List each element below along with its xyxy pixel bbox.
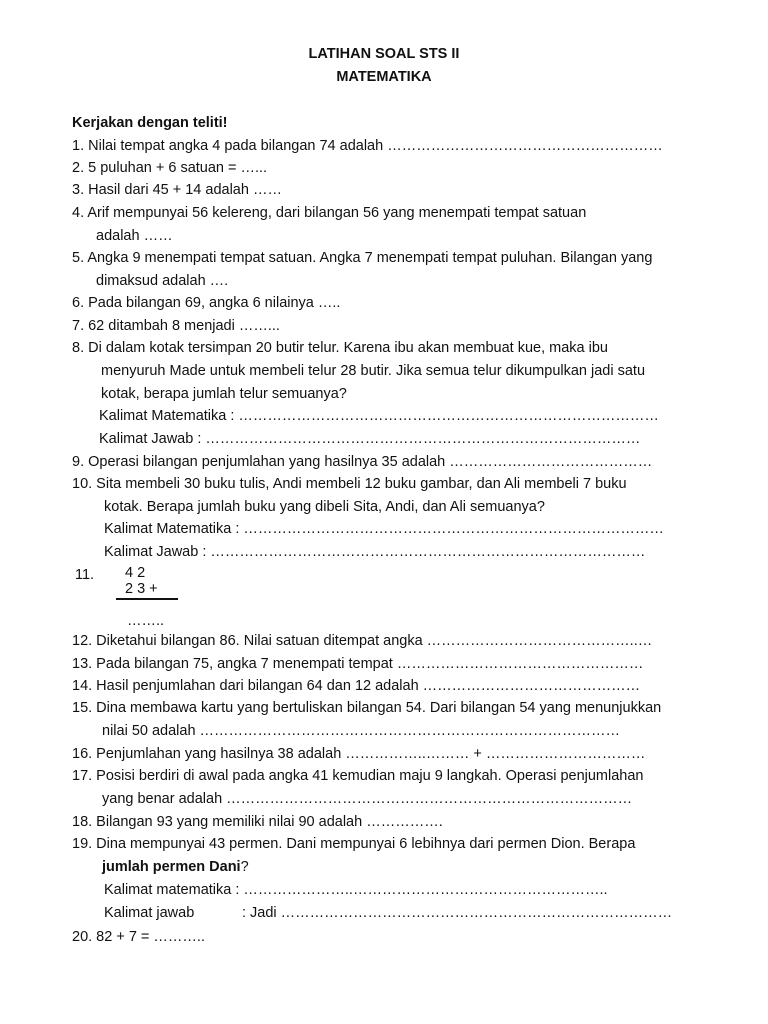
question-10-answer-sentence: Kalimat Jawab : ……………………………………………………………………………… (104, 544, 646, 560)
question-18: 18. Bilangan 93 yang memiliki nilai 90 adalah ……………. (72, 814, 443, 830)
question-11-number: 11. (75, 567, 95, 583)
question-4-line-2: adalah …… (96, 228, 173, 244)
question-15-line-1: 15. Dina membawa kartu yang bertuliskan bilangan 54. Dari bilangan 54 yang menunjukkan (72, 700, 662, 716)
question-8-line-3: kotak, berapa jumlah telur semuanya? (101, 386, 347, 402)
question-11-sum-line (116, 598, 178, 600)
question-5-line-1: 5. Angka 9 menempati tempat satuan. Angka 7 menempati tempat puluhan. Bilangan yang (72, 250, 653, 266)
question-10-line-1: 10. Sita membeli 30 buku tulis, Andi membeli 12 buku gambar, dan Ali membeli 7 buku (72, 476, 627, 492)
question-5-line-2: dimaksud adalah …. (96, 273, 229, 289)
question-19-answer-label: Kalimat jawab (104, 905, 195, 921)
question-17-line-1: 17. Posisi berdiri di awal pada angka 41 kemudian maju 9 langkah. Operasi penjumlahan (72, 768, 644, 784)
question-9: 9. Operasi bilangan penjumlahan yang hasilnya 35 adalah …………………………………… (72, 454, 653, 470)
question-19-math-sentence: Kalimat matematika : …………………..…………………………………………….. (104, 882, 608, 898)
subject-title: MATEMATIKA (336, 69, 432, 85)
question-6: 6. Pada bilangan 69, angka 6 nilainya ….. (72, 295, 341, 311)
question-4-line-1: 4. Arif mempunyai 56 kelereng, dari bilangan 56 yang menempati tempat satuan (72, 205, 587, 221)
question-11-addend-1: 4 2 (125, 565, 146, 581)
question-20: 20. 82 + 7 = ……….. (72, 929, 205, 945)
question-8-line-2: menyuruh Made untuk membeli telur 28 butir. Jika semua telur dikumpulkan jadi satu (101, 363, 646, 379)
question-14: 14. Hasil penjumlahan dari bilangan 64 dan 12 adalah ……………………………………… (72, 678, 641, 694)
question-1: 1. Nilai tempat angka 4 pada bilangan 74 adalah ………………………………………………… (72, 138, 663, 154)
question-19-bold-phrase: jumlah permen Dani (102, 859, 241, 875)
page-title: LATIHAN SOAL STS II (308, 46, 460, 62)
question-10-line-2: kotak. Berapa jumlah buku yang dibeli Sita, Andi, dan Ali semuanya? (104, 499, 545, 515)
question-15-line-2: nilai 50 adalah …………………………………………………………………………… (102, 723, 621, 739)
question-2: 2. 5 puluhan + 6 satuan = …... (72, 160, 268, 176)
question-19-line-2 (102, 858, 249, 876)
question-17-line-2: yang benar adalah ………………………………………………………………………… (102, 791, 633, 807)
question-8-line-1: 8. Di dalam kotak tersimpan 20 butir telur. Karena ibu akan membuat kue, maka ibu (72, 340, 608, 356)
question-19-question-mark: ? (240, 859, 249, 875)
question-19-line-1: 19. Dina mempunyai 43 permen. Dani mempunyai 6 lebihnya dari permen Dion. Berapa (72, 836, 636, 852)
question-7: 7. 62 ditambah 8 menjadi ……... (72, 318, 280, 334)
question-3: 3. Hasil dari 45 + 14 adalah …… (72, 182, 282, 198)
question-8-math-sentence: Kalimat Matematika : …………………………………………………………………………… (99, 408, 659, 424)
question-16: 16. Penjumlahan yang hasilnya 38 adalah ……………..……… + …………………………… (72, 746, 646, 762)
instruction: Kerjakan dengan teliti! (72, 115, 228, 131)
question-11-addend-2: 2 3 + (125, 581, 158, 597)
question-19-answer-sentence: : Jadi ……………………………………………………………………… (242, 905, 673, 921)
question-8-answer-sentence: Kalimat Jawab : ……………………………………………………………………………… (99, 431, 641, 447)
question-13: 13. Pada bilangan 75, angka 7 menempati tempat …………………………………………… (72, 656, 644, 672)
question-12: 12. Diketahui bilangan 86. Nilai satuan ditempat angka ……………………………………..… (72, 633, 653, 649)
question-10-math-sentence: Kalimat Matematika : …………………………………………………………………………… (104, 521, 664, 537)
question-11-answer-blank: …….. (127, 613, 165, 629)
